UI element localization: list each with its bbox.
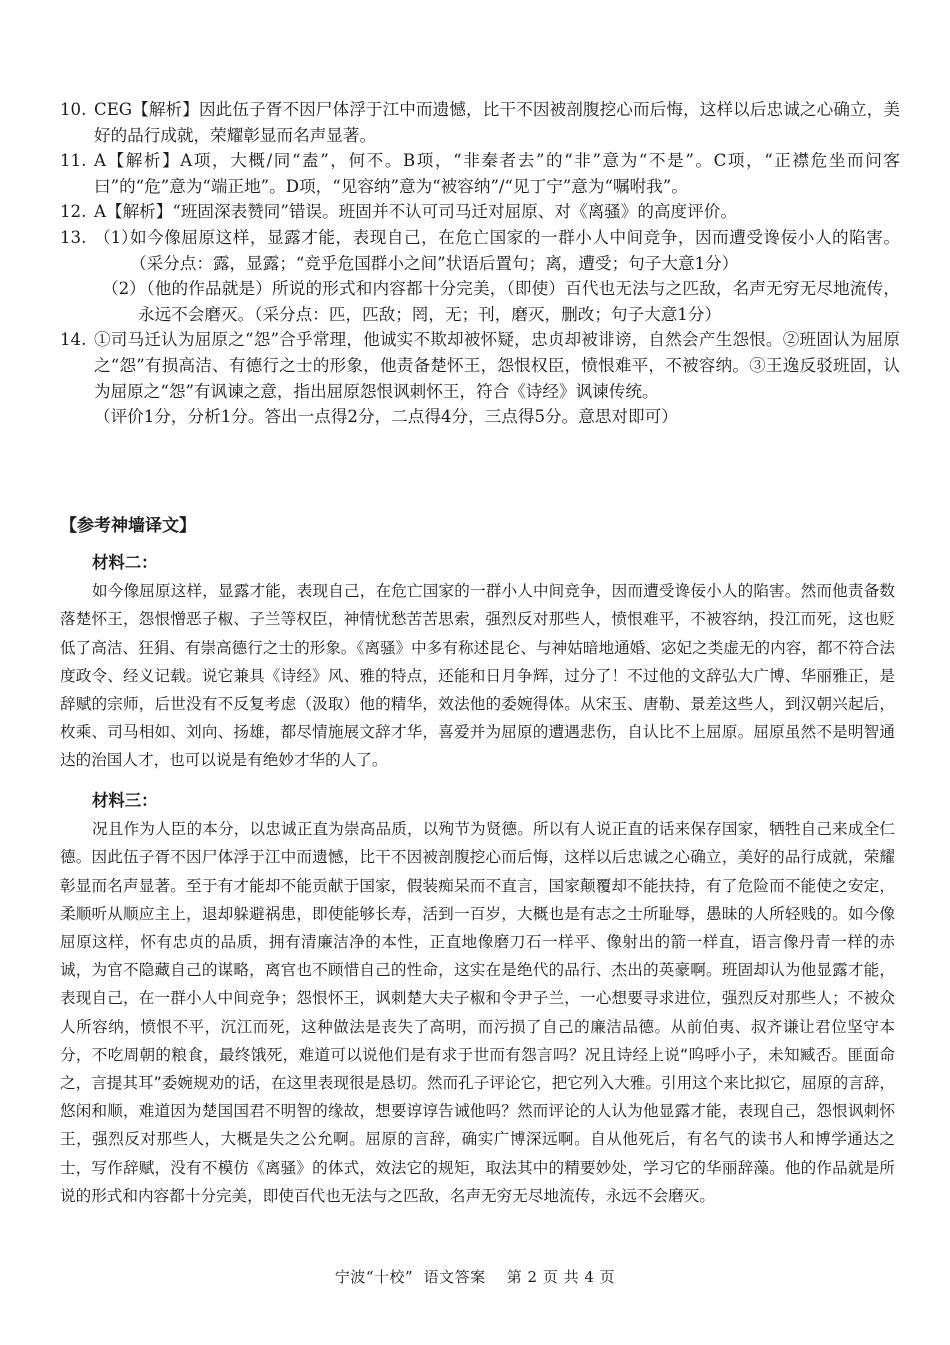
answer-number: 11. (60, 151, 87, 171)
answer-12 (60, 199, 900, 225)
answer-11 (60, 148, 900, 199)
answer-13-part-2 (60, 276, 900, 327)
material-body: 况且作为人臣的本分，以忠诚正直为崇高品质，以殉节为贤德。所以有人说正直的话来保存国家，牺牲自己来成全仁德。因此伍子胥不因尸体浮于江中而遗憾，比干不因被剖腹挖心而后悔，这样以后忠诚之心确立，美好的品行成就，荣耀彰显而名声显著。至于有才能却不能贡献于国家，假装痴呆而不直言，国家颠覆却不能扶持，有了危险而不能使之安定，柔顺听从顺应主上，退却躲避祸患，即使能够长寿，活到一百岁，大概也是有志之士所耻辱，愚昧的人所轻贱的。如今像屈原这样，怀有忠贞的品质，拥有清廉洁净的本性，正直地像磨刀石一样平、像射出的箭一样直，语言像丹青一样的赤诚，为官不隐藏自己的谋略，离官也不顾惜自己的性命，这实在是绝代的品行、杰出的英豪啊。班固却认为他显露才能，表现自己，在一群小人中间竞争；怨恨怀王，讽刺楚大夫子椒和令尹子兰，一心想要寻求进位，强烈反对那些人；不被众人所容纳，愤恨不平，沉江而死，这种做法是丧失了高明，而污损了自己的廉洁品德。从前伯夷、叔齐谦让君位坚守本分，不吃周朝的粮食，最终饿死，难道可以说他们是有求于世而有怨言吗？况且诗经上说“呜呼小子，未知臧否。匪面命之，言提其耳”委婉规劝的话，在这里表现很是恳切。然而孔子评论它，把它列入大雅。引用这个来比拟它，屈原的言辞，悠闲和顺，难道因为楚国国君不明智的缘故，想要谆谆告诫他吗？然而评论的人认为他显露才能，表现自己，怨恨讽刺怀王，强烈反对那些人，大概是失之公允啊。屈原的言辞，确实广博深远啊。自从他死后，有名气的读书人和博学通达之士，写作辞赋，没有不模仿《离骚》的体式，效法它的规矩，取法其中的精要妙处，学习它的华丽辞藻。他的作品就是所说的形式和内容都十分完美，即使百代也无法与之匹敌，名声无穷无尽地流传，永远不会磨灭。 (60, 820, 895, 1205)
page-footer: 宁波“十校” 语文答案 第 2 页 共 4 页 (334, 1268, 616, 1286)
answer-text: ①司马迁认为屈原之“怨”合乎常理，他诚实不欺却被怀疑，忠贞却被诽谤，自然会产生怨恨。②班固认为屈原之“怨”有损高洁、有德行之士的形象，他责备楚怀王，怨恨权臣，愤恨难平，不被容纳。③王逸反驳班固，认为屈原之“怨”有讽谏之意，指出屈原怨恨讽刺怀王，符合《诗经》讽谏传统。 (94, 330, 900, 401)
part-number: （2） (102, 279, 146, 299)
answer-13 (60, 225, 900, 327)
answer-text: A【解析】A项，大概/同“盍”，何不。B项，“非秦者去”的“非”意为“不是”。C项，“正襟危坐而问客曰”的“危”意为“端正地”。D项，“见容纳”意为“被容纳”/“见丁宁”意为“嘱咐我”。 (94, 151, 900, 196)
answer-number: 13. (60, 227, 87, 247)
material-title: 材料二： (92, 553, 158, 572)
answer-number: 14. (60, 330, 87, 350)
material-3 (60, 787, 895, 1210)
answer-text: CEG【解析】因此伍子胥不因尸体浮于江中而遗憾，比干不因被剖腹挖心而后悔，这样以后忠诚之心确立，美好的品行成就，荣耀彰显而名声显著。 (94, 100, 900, 145)
answer-list (60, 97, 900, 430)
answer-14 (60, 327, 900, 429)
material-2 (60, 549, 895, 775)
material-title: 材料三： (92, 791, 158, 810)
answer-10 (60, 97, 900, 148)
answer-number: 12. (60, 202, 87, 222)
part-text: （他的作品就是）所说的形式和内容都十分完美，（即使）百代也无法与之匹敌，名声无穷无尽地流传，永远不会磨灭。（采分点：匹，匹敌；罔，无；刊，磨灭，删改；句子大意1分） (138, 279, 900, 324)
part-text: 如今像屈原这样，显露才能，表现自己，在危亡国家的一群小人中间竞争，因而遭受谗佞小人的陷害。（采分点：露，显露；“竞乎危国群小之间”状语后置句；离，遭受；句子大意1分） (130, 227, 900, 273)
answer-number: 10. (60, 100, 87, 119)
answer-text: A【解析】“班固深表赞同”错误。班固并不认可司马迁对屈原、对《离骚》的高度评价。 (94, 202, 737, 222)
part-number: （1） (94, 227, 138, 247)
answer-13-part-1 (60, 225, 900, 276)
section-heading: 【参考神墙译文】 (60, 516, 196, 536)
material-body: 如今像屈原这样，显露才能，表现自己，在危亡国家的一群小人中间竞争，因而遭受谗佞小人的陷害。然而他责备数落楚怀王，怨恨憎恶子椒、子兰等权臣，神情忧愁苦苦思索，强烈反对那些人，愤恨难平，不被容纳，投江而死，这也贬低了高洁、狂狷、有崇高德行之士的形象。《离骚》中多有称述昆仑、与神姑暗地通婚、宓妃之类虚无的内容，都不符合法度政令、经义记载。说它兼具《诗经》风、雅的特点，还能和日月争辉，过分了！不过他的文辞弘大广博、华丽雅正，是辞赋的宗师，后世没有不反复考虑（汲取）他的精华，效法他的委婉得体。从宋玉、唐勒、景差这些人，到汉朝兴起后，枚乘、司马相如、刘向、扬雄，都尽情施展文辞才华，喜爱并为屈原的遭遇悲伤，自认比不上屈原。屈原虽然不是明智通达的治国人才，也可以说是有绝妙才华的人了。 (60, 582, 895, 770)
scoring-note: （评价1分，分析1分。答出一点得2分，二点得4分，三点得5分。意思对即可） (94, 407, 678, 427)
